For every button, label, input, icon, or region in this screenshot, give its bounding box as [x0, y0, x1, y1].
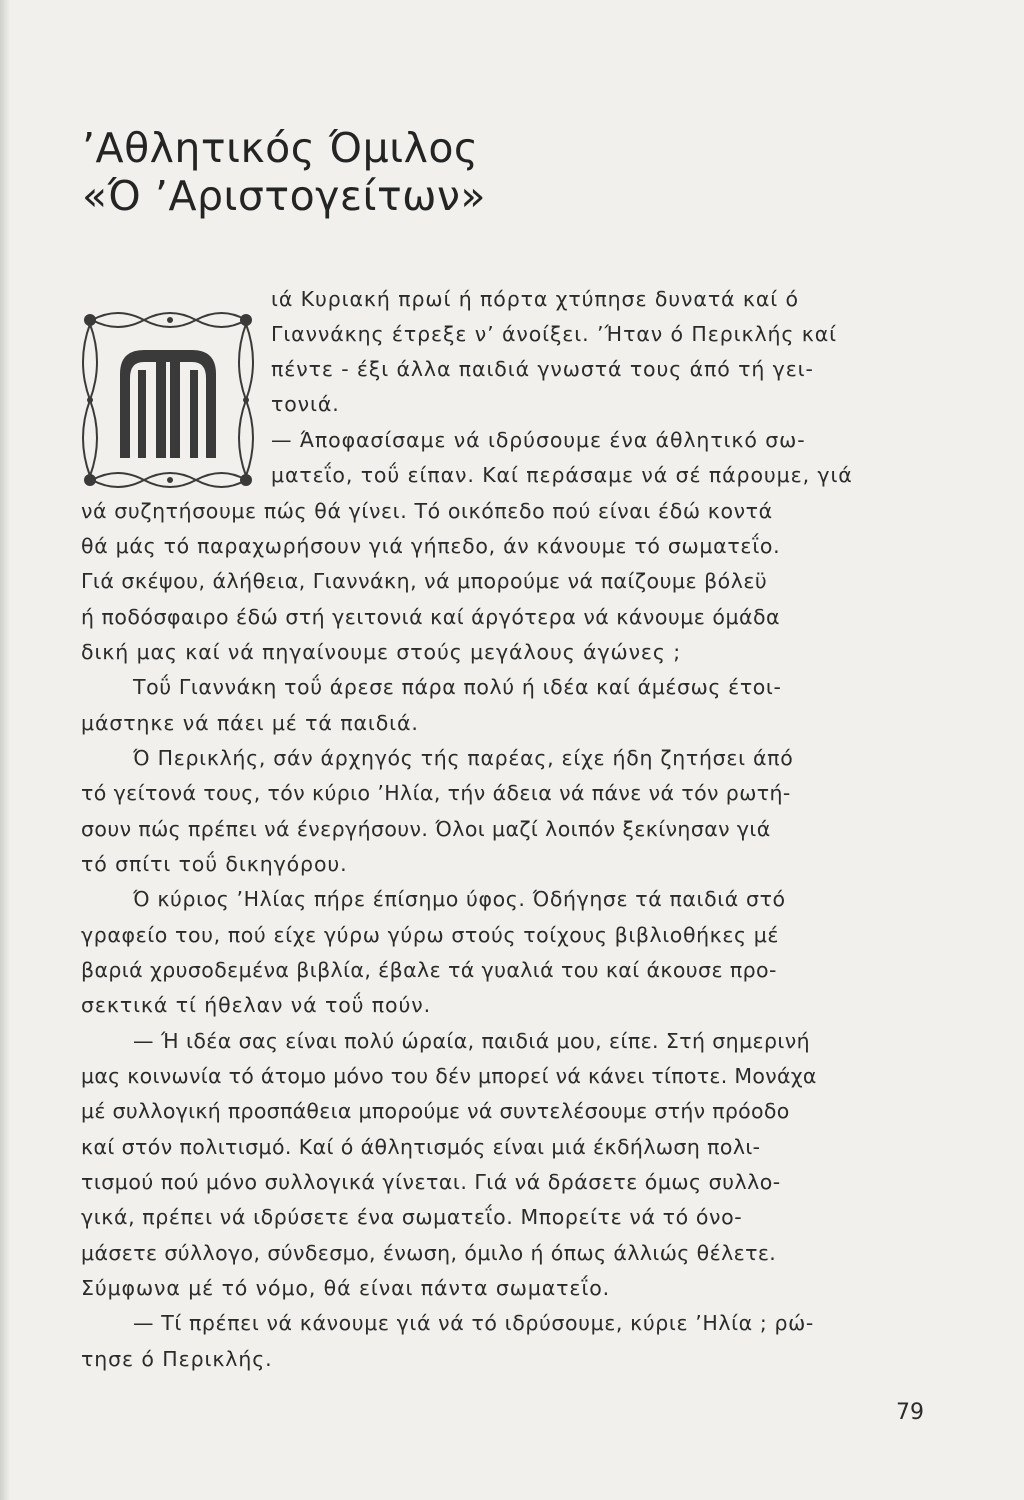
text-line: μάστηκε νά πάει μέ τά παιδιά. — [81, 711, 419, 735]
text-line: τονιά. — [271, 392, 340, 416]
text-line: μάσετε σύλλογο, σύνδεσμο, ένωση, όμιλο ή όπως άλλιώς θέλετε. — [81, 1241, 777, 1265]
text-line: σουν πώς πρέπει νά ένεργήσουν. Όλοι μαζί λοιπόν ξεκίνησαν γιά — [81, 817, 771, 841]
text-line: — Άποφασίσαμε νά ιδρύσουμε ένα άθλητικό σω- — [271, 428, 806, 452]
text-line: θά μάς τό παραχωρήσουν γιά γήπεδο, άν κάνουμε τό σωματεΐο. — [81, 534, 781, 558]
text-line: γραφείο του, πού είχε γύρω γύρω στούς τοίχους βιβλιοθήκες μέ — [81, 923, 780, 947]
text-line: ματεΐο, τοΰ είπαν. Καί περάσαμε νά σέ πάρουμε, γιά — [271, 463, 853, 487]
text-line: σεκτικά τί ήθελαν νά τοΰ πούν. — [81, 993, 432, 1017]
text-line: Γιαννάκης έτρεξε ν’ άνοίξει. ’Ήταν ό Περικλής καί — [271, 322, 837, 346]
text-line: τό σπίτι τοΰ δικηγόρου. — [81, 852, 348, 876]
text-line: μας κοινωνία τό άτομο μόνο του δέν μπορεί νά κάνει τίποτε. Μονάχα — [81, 1064, 817, 1088]
text-line: Σύμφωνα μέ τό νόμο, θά είναι πάντα σωματεΐο. — [81, 1276, 611, 1300]
chapter-title-line-2: «Ό ’Αριστογείτων» — [82, 172, 486, 220]
text-line: ιά Κυριακή πρωί ή πόρτα χτύπησε δυνατά καί ό — [271, 287, 799, 311]
text-line: Τοΰ Γιαννάκη τοΰ άρεσε πάρα πολύ ή ιδέα καί άμέσως έτοι- — [133, 675, 782, 699]
text-line: γικά, πρέπει νά ιδρύσετε ένα σωματεΐο. Μπορείτε νά τό όνο- — [81, 1205, 743, 1229]
text-line: τησε ό Περικλής. — [81, 1347, 273, 1371]
text-line: πέντε - έξι άλλα παιδιά γνωστά τους άπό τή γει- — [271, 357, 814, 381]
dropcap-ornament — [78, 308, 258, 492]
binding-shadow — [0, 0, 10, 1500]
text-line: βαριά χρυσοδεμένα βιβλία, έβαλε τά γυαλιά του καί άκουσε προ- — [81, 958, 777, 982]
text-line: μέ συλλογική προσπάθεια μπορούμε νά συντελέσουμε στήν πρόοδο — [81, 1099, 790, 1123]
page-number: 79 — [896, 1400, 924, 1425]
text-line: — Ή ιδέα σας είναι πολύ ώραία, παιδιά μου, είπε. Στή σημερινή — [133, 1029, 810, 1053]
chapter-title — [82, 124, 486, 220]
text-line: δική μας καί νά πηγαίνουμε στούς μεγάλους άγώνες ; — [81, 640, 682, 664]
text-line: Ό κύριος ’Ηλίας πήρε έπίσημο ύφος. Όδήγησε τά παιδιά στό — [133, 887, 786, 911]
text-line: νά συζητήσουμε πώς θά γίνει. Τό οικόπεδο πού είναι έδώ κοντά — [81, 499, 773, 523]
text-line: καί στόν πολιτισμό. Καί ό άθλητισμός είναι μιά έκδήλωση πολι- — [81, 1135, 761, 1159]
text-line: ή ποδόσφαιρο έδώ στή γειτονιά καί άργότερα νά κάνουμε όμάδα — [81, 605, 781, 629]
text-line: Ό Περικλής, σάν άρχηγός τής παρέας, είχε ήδη ζητήσει άπό — [133, 746, 794, 770]
text-line: τό γείτονά τους, τόν κύριο ’Ηλία, τήν άδεια νά πάνε νά τόν ρωτή- — [81, 781, 791, 805]
text-line: τισμού πού μόνο συλλογικά γίνεται. Γιά νά δράσετε όμως συλλο- — [81, 1170, 781, 1194]
chapter-title-line-1: ’Αθλητικός Όμιλος — [82, 124, 479, 172]
text-line: — Τί πρέπει νά κάνουμε γιά νά τό ιδρύσουμε, κύριε ’Ηλία ; ρώ- — [133, 1311, 814, 1335]
text-line: Γιά σκέψου, άλήθεια, Γιαννάκη, νά μπορούμε νά παίζουμε βόλεϋ — [81, 569, 768, 593]
